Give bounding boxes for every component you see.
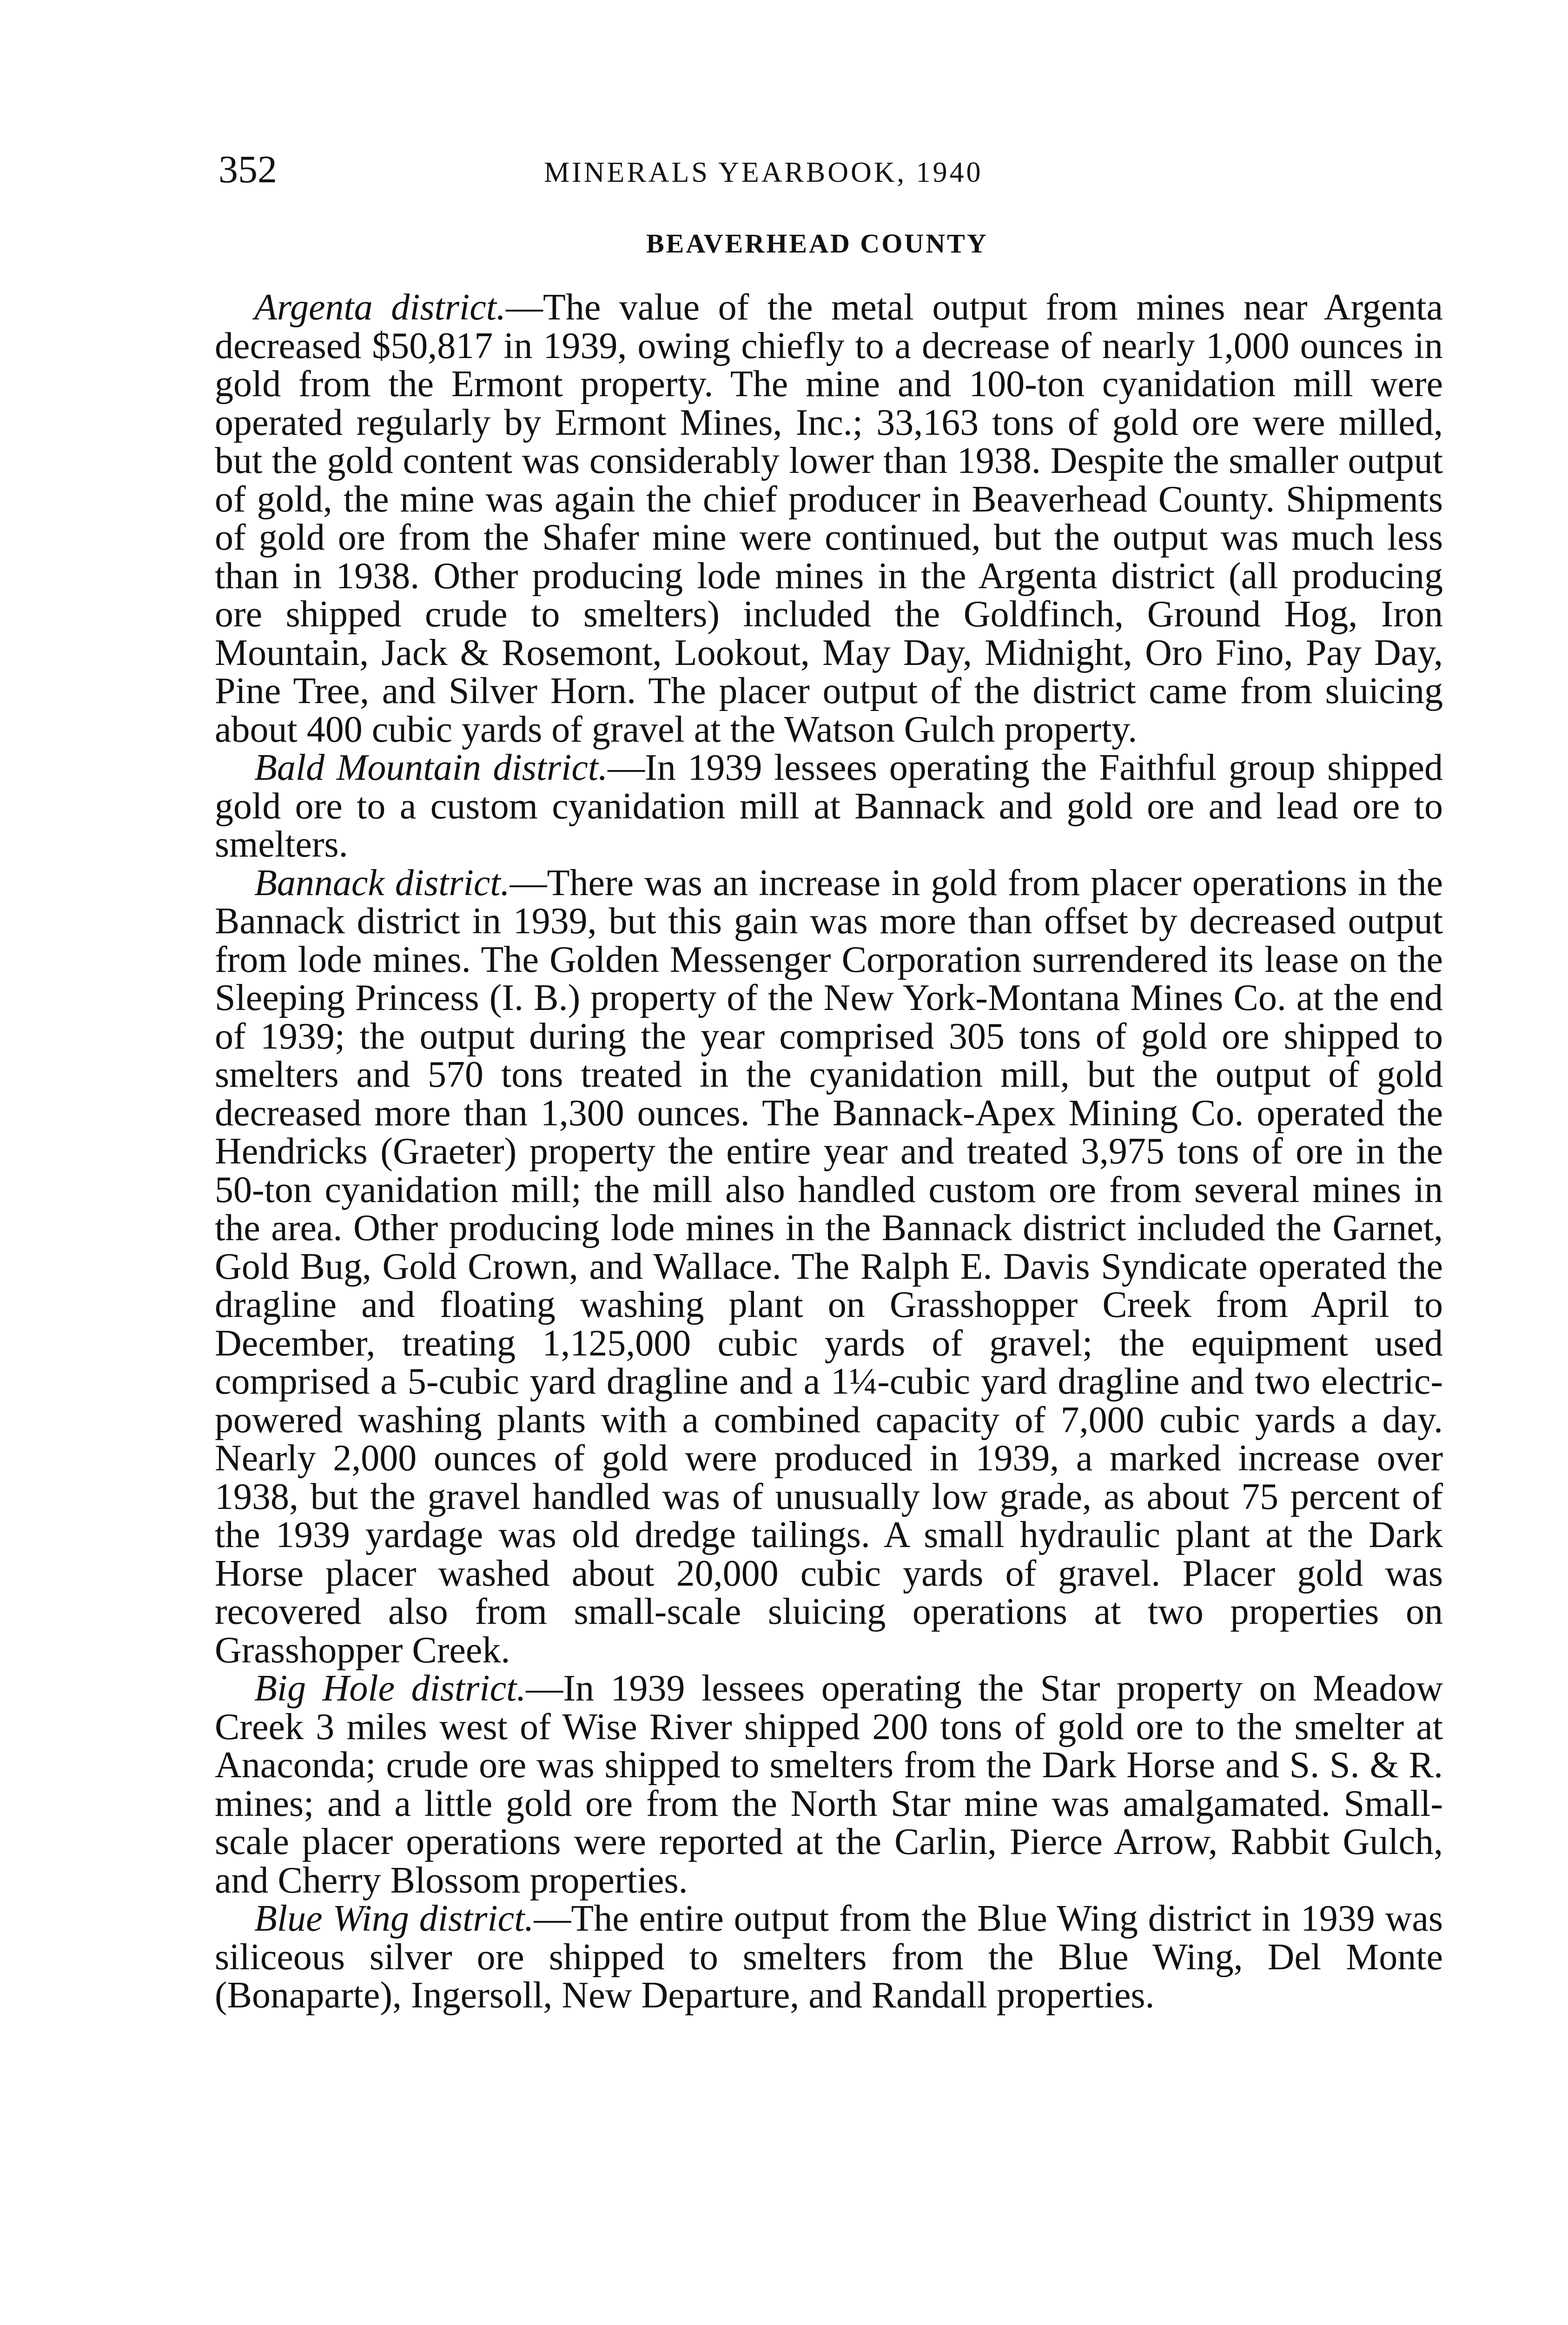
district-heading: Big Hole district. <box>254 1668 526 1709</box>
paragraph-text: —There was an increase in gold from placer operations in the Bannack district in 1939, but this gain was more than offset by decreased output from lode mines. The Golden Messenger Corporation surrendered its lease on the Sleeping Princess (I. B.) property of the New York-Montana Mines Co. at the end of 1939; the output during the year comprised 305 tons of gold ore shipped to smelters and 570 tons treated in the cyanidation mill, but the output of gold decreased more than 1,300 ounces. The Bannack-Apex Mining Co. operated the Hendricks (Graeter) property the entire year and treated 3,975 tons of ore in the 50-ton cyanidation mill; the mill also handled custom ore from several mines in the area. Other producing lode mines in the Bannack district included the Garnet, Gold Bug, Gold Crown, and Wallace. The Ralph E. Davis Syndicate operated the dragline and floating washing plant on Grasshopper Creek from April to December, treating 1,125,000 cubic yards of gravel; the equipment used comprised a 5-cubic yard dragline and a 1¼-cubic yard dragline and two electric-powered washing plants with a combined capacity of 7,000 cubic yards a day. Nearly 2,000 ounces of gold were produced in 1939, a marked increase over 1938, but the gravel handled was of unusually low grade, as about 75 percent of the 1939 yardage was old dredge tailings. A small hydraulic plant at the Dark Horse placer washed about 20,000 cubic yards of gravel. Placer gold was recovered also from small-scale sluicing operations at two properties on Grasshopper Creek. <box>215 862 1443 1671</box>
page-header <box>218 144 1446 195</box>
body-text <box>215 288 1443 2015</box>
running-head: MINERALS YEARBOOK, 1940 <box>544 157 983 188</box>
section-title: BEAVERHEAD COUNTY <box>646 228 988 259</box>
paragraph-text: —In 1939 lessees operating the Star property on Meadow Creek 3 miles west of Wise River shipped 200 tons of gold ore to the smelter at Anaconda; crude ore was shipped to smelters from the Dark Horse and S. S. & R. mines; and a little gold ore from the North Star mine was amalgamated. Small-scale placer operations were reported at the Carlin, Pierce Arrow, Rabbit Gulch, and Cherry Blossom properties. <box>215 1668 1443 1901</box>
paragraph-text: —The entire output from the Blue Wing district in 1939 was siliceous silver ore shipped to smelters from the Blue Wing, Del Monte (Bonaparte), Ingersoll, New Departure, and Randall properties. <box>215 1898 1443 2016</box>
paragraph-blue-wing <box>215 1900 1443 2015</box>
page-number: 352 <box>218 148 277 191</box>
paragraph-text: —The value of the metal output from mines near Argenta decreased $50,817 in 1939, owing chiefly to a decrease of nearly 1,000 ounces in gold from the Ermont property. The mine and 100-ton cyanidation mill were operated regularly by Ermont Mines, Inc.; 33,163 tons of gold ore were milled, but the gold content was considerably lower than 1938. Despite the smaller output of gold, the mine was again the chief producer in Beaverhead County. Shipments of gold ore from the Shafer mine were continued, but the output was much less than in 1938. Other producing lode mines in the Argenta district (all producing ore shipped crude to smelters) included the Goldfinch, Ground Hog, Iron Mountain, Jack & Rosemont, Lookout, May Day, Midnight, Oro Fino, Pay Day, Pine Tree, and Silver Horn. The placer output of the district came from sluicing about 400 cubic yards of gravel at the Watson Gulch property. <box>215 287 1443 750</box>
district-heading: Argenta district. <box>254 287 506 328</box>
district-heading: Bald Mountain district. <box>254 747 608 788</box>
paragraph-argenta <box>215 288 1443 749</box>
district-heading: Blue Wing district. <box>254 1898 534 1939</box>
paragraph-bannack <box>215 864 1443 1670</box>
paragraph-big-hole <box>215 1669 1443 1900</box>
paragraph-text: —In 1939 lessees operating the Faithful group shipped gold ore to a custom cyanidation mill at Bannack and gold ore and lead ore to smelters. <box>215 747 1443 865</box>
district-heading: Bannack district. <box>254 862 510 903</box>
paragraph-bald-mountain <box>215 749 1443 864</box>
